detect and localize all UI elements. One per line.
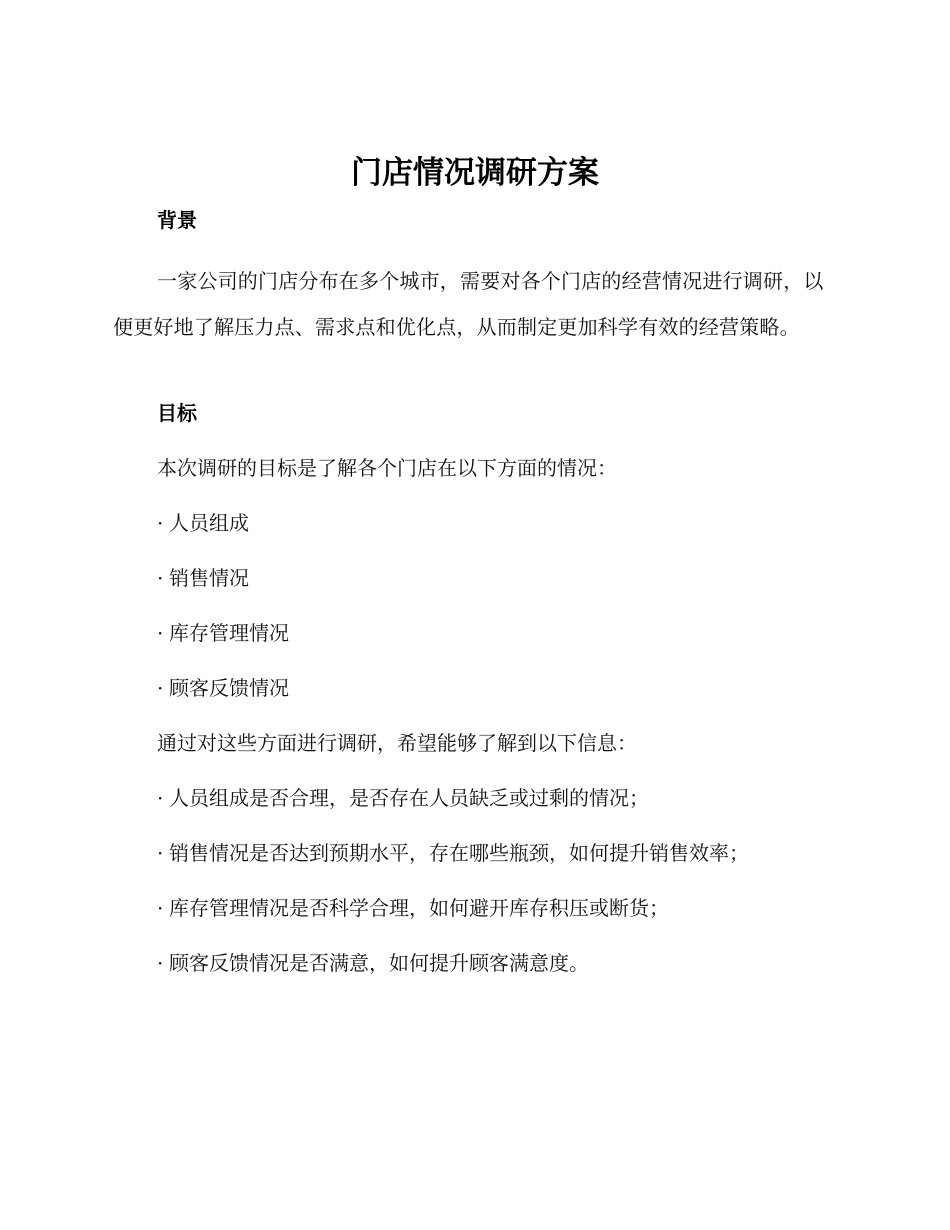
list-item	[157, 783, 649, 813]
list-item	[157, 893, 669, 923]
list-item	[157, 838, 749, 868]
bullet-dot: ·	[157, 621, 164, 645]
expectation-item-3: 库存管理情况是否科学合理，如何避开库存积压或断货；	[169, 896, 669, 920]
expectation-intro: 通过对这些方面进行调研，希望能够了解到以下信息：	[157, 731, 637, 755]
bullet-dot: ·	[157, 951, 164, 975]
list-item	[157, 508, 249, 538]
list-item	[157, 618, 289, 648]
aspect-item-4: 顾客反馈情况	[169, 676, 289, 700]
section-heading-background: 背景	[157, 208, 197, 232]
section-heading-goal: 目标	[157, 401, 197, 425]
list-item	[157, 948, 589, 978]
expectation-item-2: 销售情况是否达到预期水平，存在哪些瓶颈，如何提升销售效率；	[169, 841, 749, 865]
bullet-dot: ·	[157, 566, 164, 590]
aspect-item-3: 库存管理情况	[169, 621, 289, 645]
bullet-dot: ·	[157, 896, 164, 920]
bullet-dot: ·	[157, 676, 164, 700]
expectation-item-4: 顾客反馈情况是否满意，如何提升顾客满意度。	[169, 951, 589, 975]
expectation-item-1: 人员组成是否合理，是否存在人员缺乏或过剩的情况；	[169, 786, 649, 810]
document-title: 门店情况调研方案	[351, 155, 599, 191]
list-item	[157, 673, 289, 703]
aspect-item-1: 人员组成	[169, 511, 249, 535]
bullet-dot: ·	[157, 511, 164, 535]
goal-intro: 本次调研的目标是了解各个门店在以下方面的情况：	[157, 456, 617, 480]
list-item	[157, 563, 249, 593]
background-paragraph: 一家公司的门店分布在多个城市，需要对各个门店的经营情况进行调研，以便更好地了解压力点、需求点和优化点，从而制定更加科学有效的经营策略。	[113, 269, 824, 339]
bullet-dot: ·	[157, 786, 164, 810]
aspect-item-2: 销售情况	[169, 566, 249, 590]
bullet-dot: ·	[157, 841, 164, 865]
